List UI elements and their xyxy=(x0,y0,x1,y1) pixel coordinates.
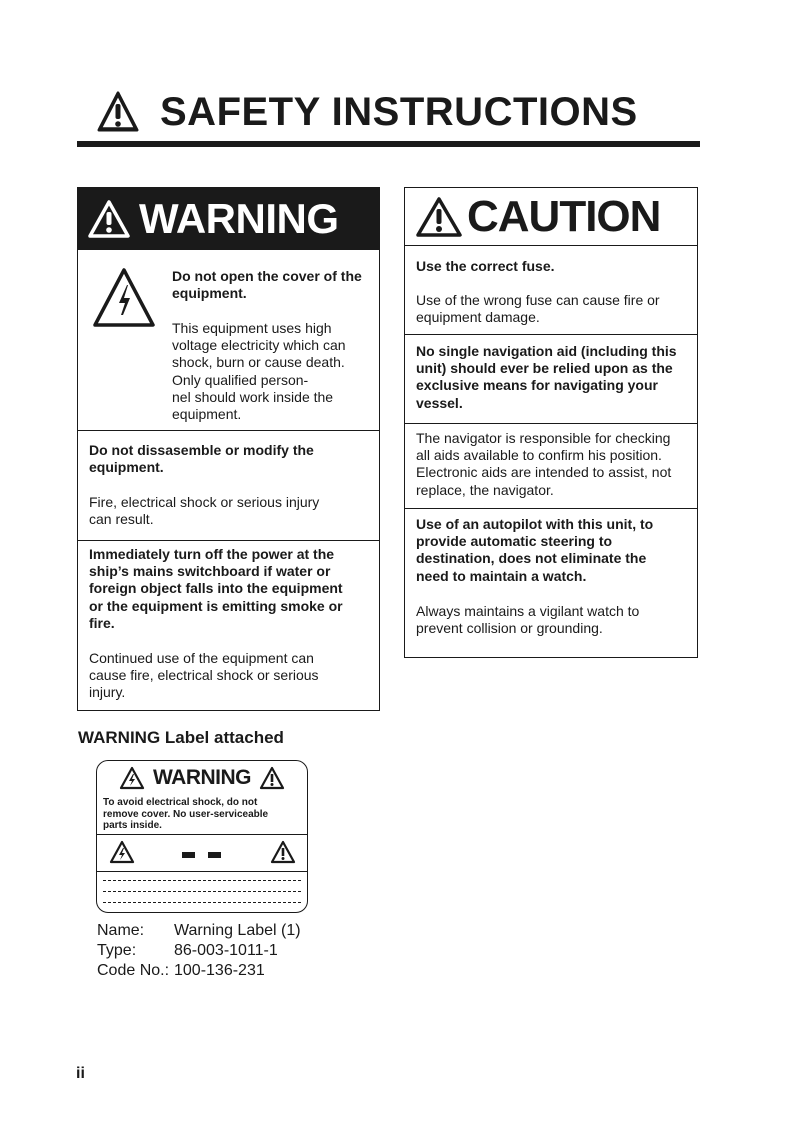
label-section-heading: WARNING Label attached xyxy=(78,728,284,747)
caution-item-body: Always maintains a vigilant watch to prevent collision or grounding. xyxy=(416,603,640,637)
label-header-text: WARNING xyxy=(153,765,251,789)
label-note: To avoid electrical shock, do not remove cover. No user-serviceable parts inside. xyxy=(103,797,269,831)
dashed-line xyxy=(103,891,301,892)
dashed-line xyxy=(103,880,301,881)
caution-box xyxy=(404,187,698,658)
electric-shock-icon xyxy=(119,766,145,790)
label-info-value: 86-003-1011-1 xyxy=(174,942,278,959)
warning-header-label: WARNING xyxy=(139,195,339,242)
divider xyxy=(405,423,697,424)
label-info-value: 100-136-231 xyxy=(174,962,265,979)
warning-item-body: This equipment uses high voltage electricity which can shock, burn or cause death. Only qualified person- nel should work inside the equipment. xyxy=(172,320,346,423)
page-title: SAFETY INSTRUCTIONS xyxy=(160,90,638,134)
page-number: ii xyxy=(76,1065,85,1082)
warning-triangle-icon xyxy=(259,766,285,790)
caution-item-heading: Use of an autopilot with this unit, to provide automatic steering to destination, does not eliminate the need to maintain a watch. xyxy=(416,516,654,584)
electric-shock-icon xyxy=(92,267,156,329)
warning-triangle-icon xyxy=(96,90,140,134)
label-info-value: Warning Label (1) xyxy=(174,922,301,939)
electric-shock-icon xyxy=(109,840,135,864)
label-header xyxy=(97,761,307,794)
label-info-row xyxy=(97,941,301,961)
label-info-key: Type: xyxy=(97,942,137,959)
warning-triangle-icon xyxy=(415,196,463,238)
warning-item-heading: Do not dissasemble or modify the equipment. xyxy=(89,442,314,476)
placeholder-block xyxy=(182,852,195,858)
divider xyxy=(78,430,379,431)
divider xyxy=(405,508,697,509)
warning-box xyxy=(77,187,380,711)
warning-item-heading: Immediately turn off the power at the ship’s mains switchboard if water or foreign object falls into the equipment or the equipment is emitting smoke or fire. xyxy=(89,546,343,631)
label-symbol-row xyxy=(97,834,307,872)
divider xyxy=(78,540,379,541)
label-info-key: Code No.: xyxy=(97,962,170,979)
label-info-row xyxy=(97,961,301,981)
caution-header-label: CAUTION xyxy=(467,192,661,241)
caution-item-heading: No single navigation aid (including this unit) should ever be relied upon as the exclusive means for navigating your vessel. xyxy=(416,343,677,411)
divider xyxy=(405,245,697,246)
label-info-key: Name: xyxy=(97,922,145,939)
warning-item-body: Fire, electrical shock or serious injury can result. xyxy=(89,494,320,528)
warning-item-heading: Do not open the cover of the equipment. xyxy=(172,268,362,302)
warning-item-body: Continued use of the equipment can cause fire, electrical shock or serious injury. xyxy=(89,650,319,701)
dashed-line xyxy=(103,902,301,903)
warning-triangle-icon xyxy=(270,840,296,864)
caution-item-body: The navigator is responsible for checking all aids available to confirm his position. Electronic aids are intended to assist, not replace, the navigator. xyxy=(416,430,672,498)
label-info xyxy=(97,921,301,981)
warning-triangle-icon xyxy=(87,199,131,239)
title-rule xyxy=(77,141,700,147)
warning-header xyxy=(78,188,379,250)
page-title-row xyxy=(96,86,638,138)
caution-item-body: Use of the wrong fuse can cause fire or equipment damage. xyxy=(416,292,660,326)
warning-label-illustration xyxy=(96,760,308,913)
placeholder-block xyxy=(208,852,221,858)
caution-header xyxy=(405,188,697,246)
caution-item-heading: Use the correct fuse. xyxy=(416,258,555,274)
label-info-row xyxy=(97,921,301,941)
divider xyxy=(405,334,697,335)
